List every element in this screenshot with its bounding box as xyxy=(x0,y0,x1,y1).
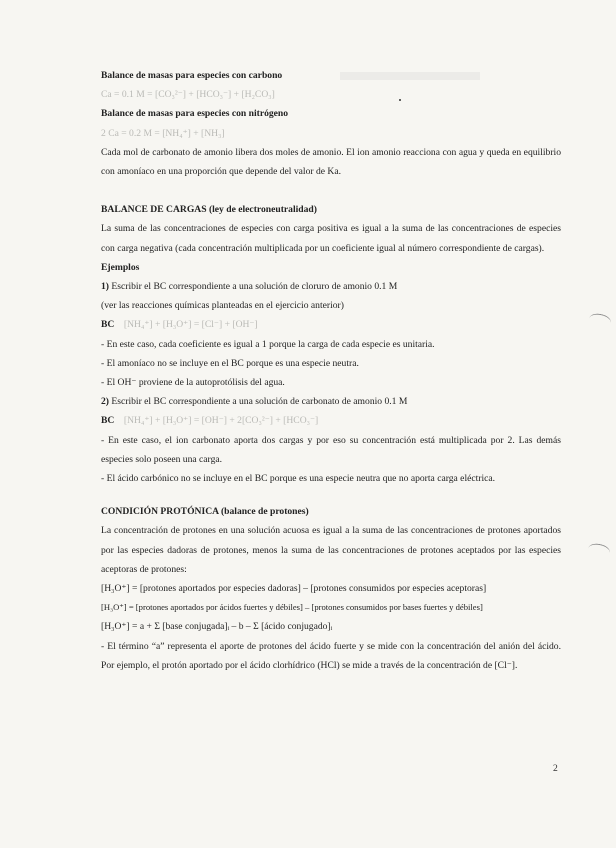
bc-label: BC xyxy=(101,415,115,427)
example-2-bullet: - El ácido carbónico no se incluye en el BC porque es una especie neutra que no aporta carga eléctrica. xyxy=(101,473,496,485)
example-1-bc xyxy=(101,315,561,334)
bc-label: BC xyxy=(101,319,115,331)
example-1-bullet: - El OH⁻ proviene de la autoprotólisis del agua. xyxy=(101,377,285,389)
nitrogen-mass-balance-heading: Balance de masas para especies con nitrógeno xyxy=(101,108,289,120)
charge-balance-heading: BALANCE DE CARGAS (ley de electroneutralidad) xyxy=(101,204,317,216)
carbon-mass-balance-equation: Ca = 0.1 M = [CO₃²⁻] + [HCO₃⁻] + [H₂CO₃] xyxy=(101,89,275,101)
punch-hole-mark xyxy=(588,312,612,329)
proton-condition-heading-rest: (balance de protones) xyxy=(218,506,309,518)
example-1-bullet: - En este caso, cada coeficiente es igual a 1 porque la carga de cada especie es unitaria. xyxy=(101,338,435,350)
page-content xyxy=(101,66,561,675)
charge-balance-paragraph: La suma de las concentraciones de especies con carga positiva es igual a la suma de las concentraciones de especies con carga negativa (cada concentración multiplicada por un coeficiente igual al número correspondiente de cargas). xyxy=(101,223,561,254)
example-1-number: 1) xyxy=(101,281,109,293)
example-1-bullet: - El amoníaco no se incluye en el BC porque es una especie neutra. xyxy=(101,357,359,369)
punch-hole-mark xyxy=(587,542,611,559)
example-2 xyxy=(101,392,561,411)
example-1 xyxy=(101,277,561,296)
proton-condition-paragraph: La concentración de protones en una solución acuosa es igual a la suma de las concentraciones de protones aportados por las especies dadoras de protones, menos la suma de las concentraciones de protones aceptados por las especies aceptoras de protones: xyxy=(101,525,561,575)
proton-equation-1: [H₃O⁺] = [protones aportados por especies dadoras] – [protones consumidos por especies aceptoras] xyxy=(101,583,487,595)
proton-condition-heading xyxy=(101,502,561,521)
ammonium-paragraph: Cada mol de carbonato de amonio libera dos moles de amonio. El ion amonio reacciona con agua y queda en equilibrio con amoníaco en una proporción que depende del valor de Ka. xyxy=(101,146,561,178)
proton-condition-heading-bold: CONDICIÓN PROTÓNICA xyxy=(101,506,219,518)
proton-final-paragraph: - El término “a” representa el aporte de protones del ácido fuerte y se mide con la concentración del anión del ácido. Por ejemplo, el protón aportado por el ácido clorhídrico (HCl) se mide a través de la concentración de [Cl⁻]. xyxy=(101,640,561,671)
proton-equation-2: [H₃O⁺] = [protones aportados por ácidos fuertes y débiles] – [protones consumidos por bases fuertes y débiles] xyxy=(101,602,483,613)
example-2-bullet: - En este caso, el ion carbonato aporta dos cargas y por eso su concentración está multiplicada por 2. Las demás especies solo poseen una carga. xyxy=(101,434,561,465)
nitrogen-mass-balance-equation: 2 Ca = 0.2 M = [NH₄⁺] + [NH₃] xyxy=(101,127,225,139)
carbon-mass-balance-heading: Balance de masas para especies con carbono xyxy=(101,70,283,81)
page-number: 2 xyxy=(553,763,558,774)
example-1-text: Escribir el BC correspondiente a una solución de cloruro de amonio 0.1 M xyxy=(111,281,398,293)
proton-equation-3: [H₃O⁺] = a + Σ [base conjugada]ᵢ – b – Σ [ácido conjugado]ᵢ xyxy=(101,621,333,633)
example-1-note: (ver las reacciones químicas planteadas en el ejercicio anterior) xyxy=(101,300,344,312)
example-2-equation: [NH₄⁺] + [H₃O⁺] = [OH⁻] + 2[CO₃²⁻] + [HCO₃⁻] xyxy=(123,415,319,427)
example-2-text: Escribir el BC correspondiente a una solución de carbonato de amonio 0.1 M xyxy=(111,396,408,408)
example-2-number: 2) xyxy=(101,396,109,408)
example-1-equation: [NH₄⁺] + [H₃O⁺] = [Cl⁻] + [OH⁻] xyxy=(123,319,258,331)
examples-heading: Ejemplos xyxy=(101,261,140,273)
example-2-bc xyxy=(101,411,561,430)
